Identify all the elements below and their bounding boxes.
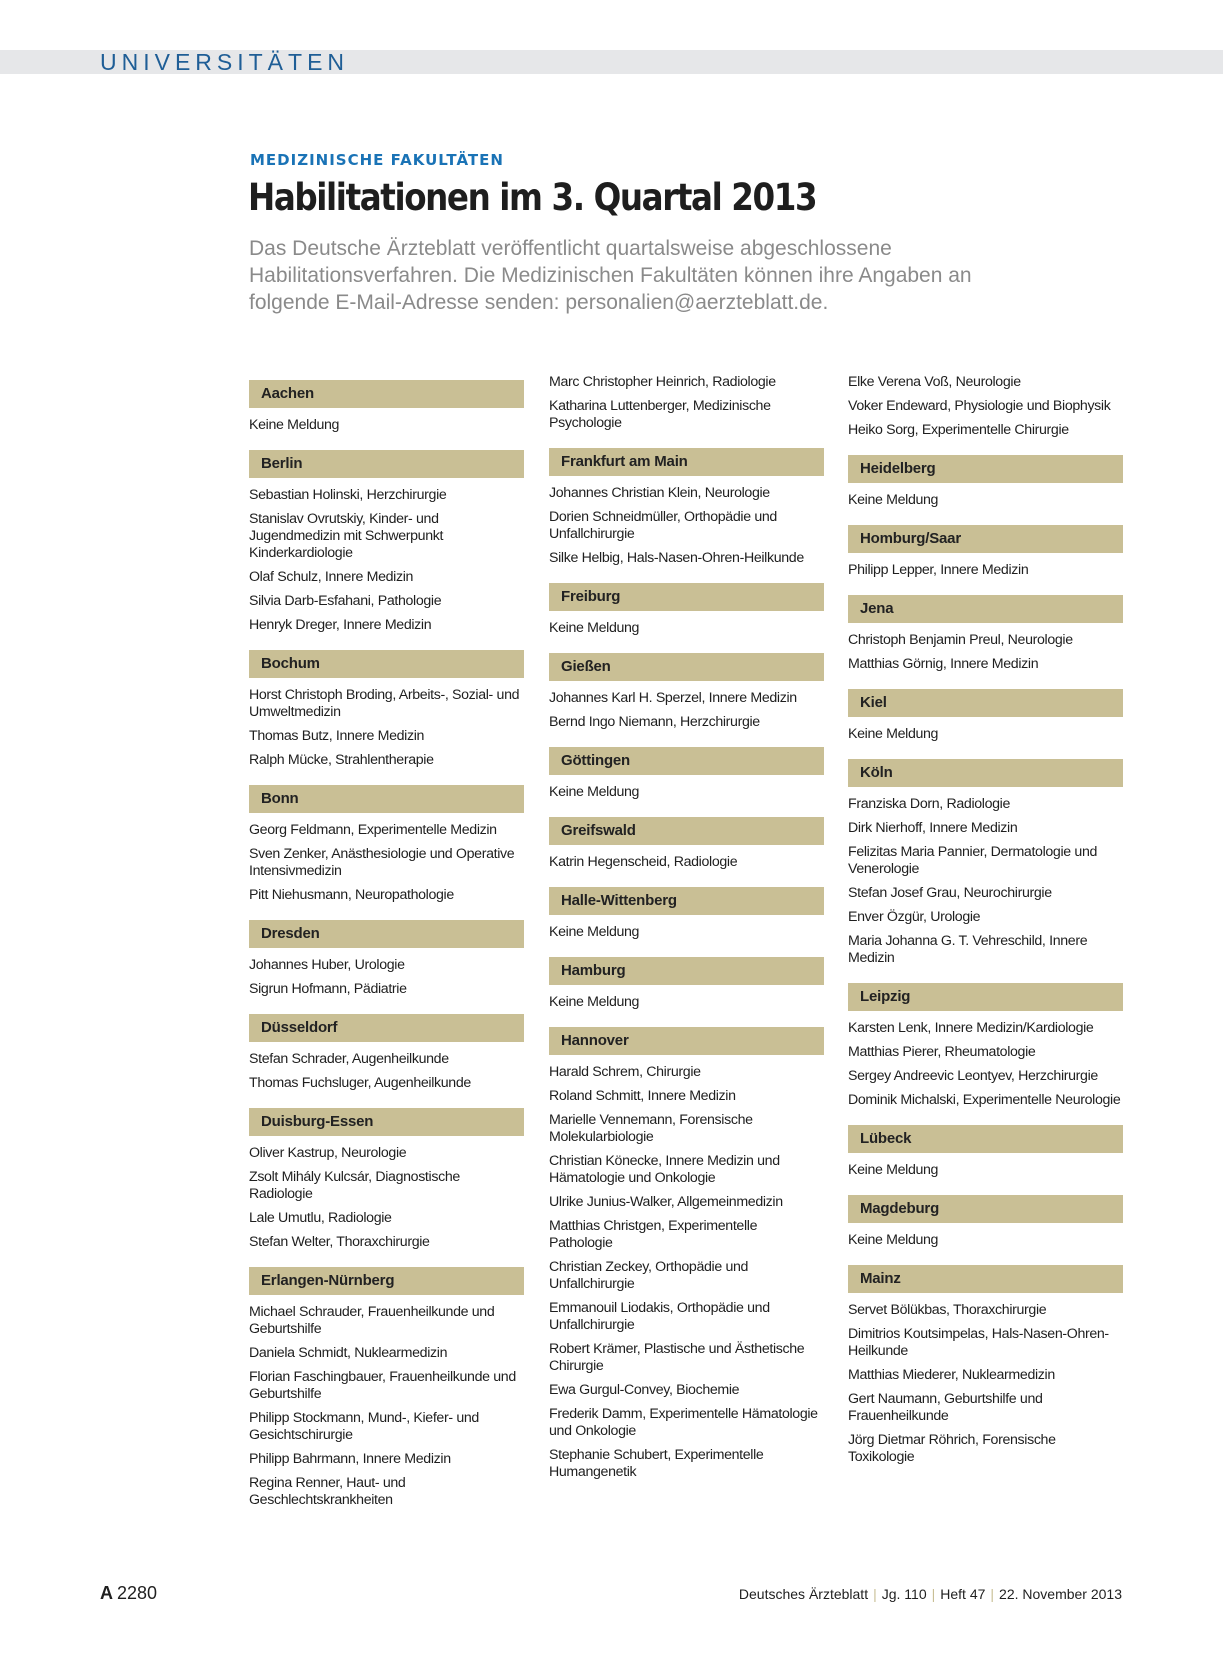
faculty-header: Duisburg-Essen	[249, 1108, 524, 1136]
faculty-header: Jena	[848, 595, 1123, 623]
footer-date: 22. November 2013	[999, 1586, 1122, 1602]
habilitation-entry: Keine Meldung	[549, 994, 640, 1010]
habilitation-list	[249, 1051, 524, 1092]
habilitation-entry: Maria Johanna G. T. Vehreschild, Innere Medizin	[848, 933, 1088, 966]
habilitation-list	[549, 690, 824, 731]
habilitation-entry: Lale Umutlu, Radiologie	[249, 1210, 392, 1226]
habilitation-entry: Stephanie Schubert, Experimentelle Humangenetik	[549, 1447, 764, 1480]
footer-citation	[739, 1586, 1122, 1602]
habilitation-entry: Christian Zeckey, Orthopädie und Unfallchirurgie	[549, 1259, 749, 1292]
habilitation-entry: Olaf Schulz, Innere Medizin	[249, 569, 414, 585]
habilitation-entry: Marielle Vennemann, Forensische Molekularbiologie	[549, 1112, 753, 1145]
habilitation-entry: Roland Schmitt, Innere Medizin	[549, 1088, 736, 1104]
faculty-header: Homburg/Saar	[848, 525, 1123, 553]
habilitation-list	[249, 687, 524, 769]
habilitation-entry: Philipp Stockmann, Mund-, Kiefer- und Gesichtschirurgie	[249, 1410, 479, 1443]
habilitation-entry: Sigrun Hofmann, Pädiatrie	[249, 981, 407, 997]
habilitation-entry: Felizitas Maria Pannier, Dermatologie und Venerologie	[848, 844, 1098, 877]
habilitation-entry: Matthias Pierer, Rheumatologie	[848, 1044, 1036, 1060]
faculty-header: Hamburg	[549, 957, 824, 985]
habilitation-entry: Daniela Schmidt, Nuklearmedizin	[249, 1345, 448, 1361]
faculty-header: Gießen	[549, 653, 824, 681]
habilitation-entry: Silke Helbig, Hals-Nasen-Ohren-Heilkunde	[549, 550, 804, 566]
faculty-header: Hannover	[549, 1027, 824, 1055]
faculty-header: Bochum	[249, 650, 524, 678]
habilitation-list	[249, 957, 524, 998]
habilitation-entry: Dominik Michalski, Experimentelle Neurologie	[848, 1092, 1121, 1108]
article-kicker: MEDIZINISCHE FAKULTÄTEN	[250, 151, 504, 169]
habilitation-entry: Heiko Sorg, Experimentelle Chirurgie	[848, 422, 1069, 438]
habilitation-entry: Johannes Karl H. Sperzel, Innere Medizin	[549, 690, 797, 706]
habilitation-list	[249, 1304, 524, 1509]
faculty-header: Erlangen-Nürnberg	[249, 1267, 524, 1295]
column-3	[848, 374, 1123, 1482]
page-number	[100, 1583, 157, 1604]
habilitation-entry: Sven Zenker, Anästhesiologie und Operative Intensivmedizin	[249, 846, 515, 879]
faculty-header: Lübeck	[848, 1125, 1123, 1153]
habilitation-entry: Philipp Lepper, Innere Medizin	[848, 562, 1029, 578]
habilitation-list	[549, 374, 824, 432]
habilitation-list	[848, 562, 1123, 579]
habilitation-entry: Servet Bölükbas, Thoraxchirurgie	[848, 1302, 1047, 1318]
footer-journal: Deutsches Ärzteblatt	[738, 1586, 869, 1602]
habilitation-entry: Keine Meldung	[848, 492, 939, 508]
habilitation-entry: Keine Meldung	[848, 1162, 939, 1178]
habilitation-entry: Dirk Nierhoff, Innere Medizin	[848, 820, 1018, 836]
page-number-value: 2280	[117, 1583, 158, 1603]
column-2	[549, 374, 824, 1497]
column-1	[249, 380, 524, 1525]
faculty-header: Bonn	[249, 785, 524, 813]
habilitation-entry: Ulrike Junius-Walker, Allgemeinmedizin	[549, 1194, 783, 1210]
faculty-header: Leipzig	[848, 983, 1123, 1011]
habilitation-list	[848, 632, 1123, 673]
habilitation-entry: Frederik Damm, Experimentelle Hämatologie und Onkologie	[549, 1406, 818, 1439]
footer-separator: |	[990, 1586, 995, 1602]
habilitation-entry: Stefan Welter, Thoraxchirurgie	[249, 1234, 430, 1250]
habilitation-entry: Keine Meldung	[549, 620, 640, 636]
habilitation-entry: Michael Schrauder, Frauenheilkunde und Geburtshilfe	[249, 1304, 495, 1337]
habilitation-list	[848, 796, 1123, 967]
habilitation-entry: Christoph Benjamin Preul, Neurologie	[848, 632, 1073, 648]
faculty-header: Greifswald	[549, 817, 824, 845]
habilitation-list	[848, 1162, 1123, 1179]
footer-volume: Jg. 110	[881, 1586, 927, 1602]
habilitation-entry: Dimitrios Koutsimpelas, Hals-Nasen-Ohren-Heilkunde	[848, 1326, 1109, 1359]
habilitation-entry: Sergey Andreevic Leontyev, Herzchirurgie	[848, 1068, 1098, 1084]
habilitation-entry: Keine Meldung	[848, 1232, 939, 1248]
habilitation-entry: Matthias Miederer, Nuklearmedizin	[848, 1367, 1055, 1383]
habilitation-entry: Zsolt Mihály Kulcsár, Diagnostische Radiologie	[249, 1169, 460, 1202]
habilitation-entry: Karsten Lenk, Innere Medizin/Kardiologie	[848, 1020, 1094, 1036]
habilitation-entry: Sebastian Holinski, Herzchirurgie	[249, 487, 447, 503]
habilitation-list	[549, 854, 824, 871]
habilitation-entry: Johannes Christian Klein, Neurologie	[549, 485, 770, 501]
habilitation-entry: Elke Verena Voß, Neurologie	[848, 374, 1021, 390]
footer-issue: Heft 47	[940, 1586, 986, 1602]
habilitation-entry: Stanislav Ovrutskiy, Kinder- und Jugendmedizin mit Schwerpunkt Kinderkardiologie	[249, 511, 444, 561]
habilitation-entry: Keine Meldung	[848, 726, 939, 742]
page-prefix: A	[100, 1583, 113, 1603]
habilitation-list	[549, 784, 824, 801]
article-lead: Das Deutsche Ärzteblatt veröffentlicht quartalsweise abgeschlossene Habilitationsverfahren. Die Medizinischen Fakultäten können ihre Angaben an folgende E-Mail-Adresse senden: personalien@aerzteblatt.de.	[249, 237, 972, 314]
habilitation-entry: Thomas Fuchsluger, Augenheilkunde	[249, 1075, 471, 1091]
habilitation-entry: Matthias Görnig, Innere Medizin	[848, 656, 1039, 672]
habilitation-list	[549, 485, 824, 567]
habilitation-list	[249, 822, 524, 904]
article-title: Habilitationen im 3. Quartal 2013	[248, 176, 817, 219]
habilitation-entry: Ewa Gurgul-Convey, Biochemie	[549, 1382, 740, 1398]
footer-separator: |	[931, 1586, 936, 1602]
faculty-header: Frankfurt am Main	[549, 448, 824, 476]
habilitation-entry: Jörg Dietmar Röhrich, Forensische Toxikologie	[848, 1432, 1056, 1465]
faculty-header: Freiburg	[549, 583, 824, 611]
habilitation-list	[249, 1145, 524, 1251]
faculty-header: Kiel	[848, 689, 1123, 717]
habilitation-entry: Thomas Butz, Innere Medizin	[249, 728, 425, 744]
habilitation-list	[249, 417, 524, 434]
habilitation-entry: Robert Krämer, Plastische und Ästhetische Chirurgie	[549, 1341, 805, 1374]
faculty-header: Magdeburg	[848, 1195, 1123, 1223]
habilitation-list	[549, 924, 824, 941]
faculty-header: Heidelberg	[848, 455, 1123, 483]
habilitation-entry: Pitt Niehusmann, Neuropathologie	[249, 887, 454, 903]
habilitation-entry: Henryk Dreger, Innere Medizin	[249, 617, 432, 633]
habilitation-entry: Johannes Huber, Urologie	[249, 957, 405, 973]
habilitation-entry: Stefan Schrader, Augenheilkunde	[249, 1051, 449, 1067]
habilitation-entry: Horst Christoph Broding, Arbeits-, Sozial- und Umweltmedizin	[249, 687, 520, 720]
habilitation-entry: Regina Renner, Haut- und Geschlechtskrankheiten	[249, 1475, 406, 1508]
habilitation-entry: Katharina Luttenberger, Medizinische Psychologie	[549, 398, 771, 431]
habilitation-entry: Katrin Hegenscheid, Radiologie	[549, 854, 738, 870]
habilitation-entry: Christian Könecke, Innere Medizin und Hämatologie und Onkologie	[549, 1153, 780, 1186]
habilitation-entry: Ralph Mücke, Strahlentherapie	[249, 752, 434, 768]
faculty-header: Aachen	[249, 380, 524, 408]
habilitation-list	[848, 726, 1123, 743]
footer-separator: |	[873, 1586, 877, 1602]
habilitation-entry: Silvia Darb-Esfahani, Pathologie	[249, 593, 442, 609]
faculty-header: Köln	[848, 759, 1123, 787]
habilitation-entry: Bernd Ingo Niemann, Herzchirurgie	[549, 714, 760, 730]
habilitation-list	[848, 1232, 1123, 1249]
habilitation-entry: Keine Meldung	[549, 784, 640, 800]
habilitation-list	[848, 374, 1123, 439]
faculty-header: Düsseldorf	[249, 1014, 524, 1042]
habilitation-entry: Voker Endeward, Physiologie und Biophysik	[848, 398, 1111, 414]
habilitation-entry: Keine Meldung	[549, 924, 640, 940]
habilitation-entry: Marc Christopher Heinrich, Radiologie	[549, 374, 776, 390]
habilitation-entry: Matthias Christgen, Experimentelle Pathologie	[549, 1218, 758, 1251]
habilitation-list	[848, 1020, 1123, 1109]
habilitation-entry: Harald Schrem, Chirurgie	[549, 1064, 701, 1080]
habilitation-entry: Florian Faschingbauer, Frauenheilkunde und Geburtshilfe	[249, 1369, 516, 1402]
habilitation-entry: Georg Feldmann, Experimentelle Medizin	[249, 822, 497, 838]
habilitation-entry: Oliver Kastrup, Neurologie	[249, 1145, 407, 1161]
faculty-header: Göttingen	[549, 747, 824, 775]
faculty-header: Dresden	[249, 920, 524, 948]
faculty-header: Halle-Wittenberg	[549, 887, 824, 915]
habilitation-list	[848, 1302, 1123, 1466]
habilitation-entry: Gert Naumann, Geburtshilfe und Frauenheilkunde	[848, 1391, 1043, 1424]
habilitation-entry: Keine Meldung	[249, 417, 340, 433]
habilitation-list	[249, 487, 524, 634]
habilitation-list	[549, 620, 824, 637]
habilitation-entry: Enver Özgür, Urologie	[848, 909, 981, 925]
habilitation-list	[549, 994, 824, 1011]
habilitation-entry: Stefan Josef Grau, Neurochirurgie	[848, 885, 1052, 901]
habilitation-entry: Dorien Schneidmüller, Orthopädie und Unfallchirurgie	[549, 509, 777, 542]
habilitation-list	[549, 1064, 824, 1481]
faculty-header: Mainz	[848, 1265, 1123, 1293]
habilitation-entry: Emmanouil Liodakis, Orthopädie und Unfallchirurgie	[549, 1300, 770, 1333]
habilitation-entry: Franziska Dorn, Radiologie	[848, 796, 1011, 812]
habilitation-list	[848, 492, 1123, 509]
faculty-header: Berlin	[249, 450, 524, 478]
habilitation-entry: Philipp Bahrmann, Innere Medizin	[249, 1451, 451, 1467]
section-label: UNIVERSITÄTEN	[100, 49, 350, 75]
